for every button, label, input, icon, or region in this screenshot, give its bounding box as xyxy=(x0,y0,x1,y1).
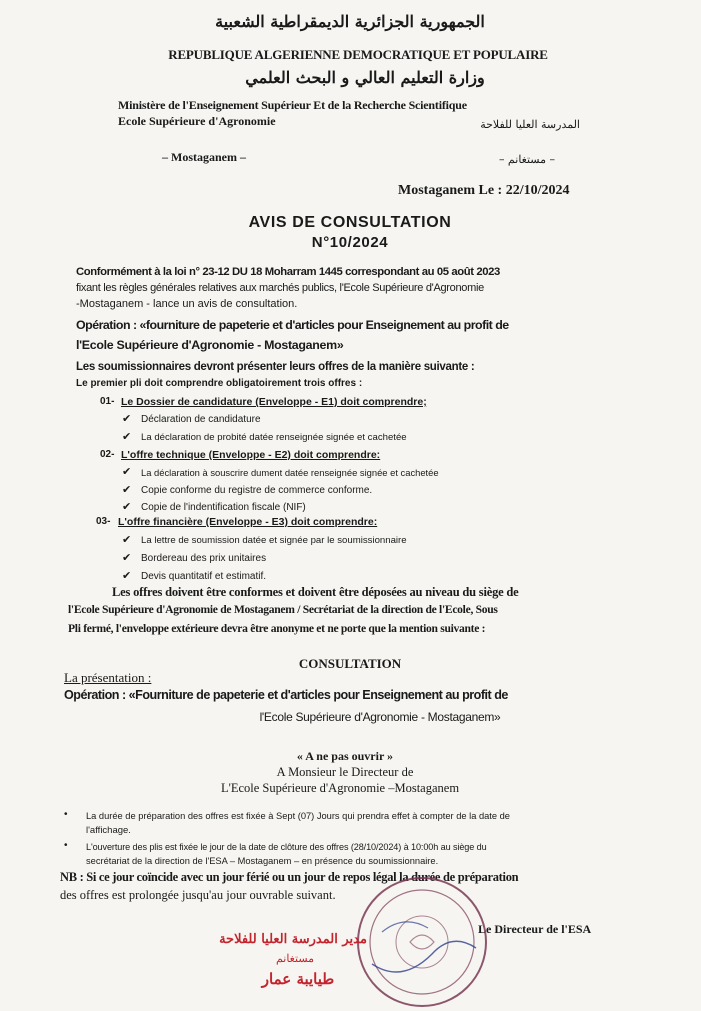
document-title: AVIS DE CONSULTATION xyxy=(248,214,452,231)
note-line: L'ouverture des plis est fixée le jour de la date de clôture des offres (28/10/2024) à 10:00h au siège du xyxy=(86,842,487,852)
section-number: 02- xyxy=(100,449,115,460)
signature-title: Le Directeur de l'ESA xyxy=(478,922,592,936)
list-item: Copie conforme du registre de commerce conforme. xyxy=(141,485,373,496)
list-item: La lettre de soumission datée et signée par le soumissionnaire xyxy=(141,535,407,546)
document-date: Mostaganem Le : 22/10/2024 xyxy=(398,183,570,198)
bullet-icon: • xyxy=(64,840,68,851)
intro-line-3: -Mostaganem - lance un avis de consultation. xyxy=(76,298,298,310)
nb-line-1: NB : Si ce jour coïncide avec un jour férié ou un jour de repos légal la durée de préparation xyxy=(60,870,519,884)
intro-line-1: Conformément à la loi n° 23-12 DU 18 Moharram 1445 correspondant au 05 août 2023 xyxy=(76,266,500,278)
consultation-heading: CONSULTATION xyxy=(298,656,402,671)
stamp-line-1: مدير المدرسة العليا للفلاحة xyxy=(219,932,367,947)
stamp-line-2: مستغانم xyxy=(275,952,315,965)
checkmark-icon: ✔ xyxy=(122,430,132,443)
section-heading: L'offre financière (Enveloppe - E3) doit comprendre: xyxy=(118,516,378,528)
checkmark-icon: ✔ xyxy=(122,533,132,546)
list-item: La déclaration à souscrire dument datée renseignée signée et cachetée xyxy=(141,467,439,478)
note-line: secrétariat de la direction de l'ESA – Mostaganem – en présence du soumissionnaire. xyxy=(86,856,439,866)
do-not-open-mention: « A ne pas ouvrir » xyxy=(296,749,394,763)
note-line: l'affichage. xyxy=(86,825,131,836)
french-ministry: Ministère de l'Enseignement Supérieur Et de la Recherche Scientifique xyxy=(118,98,467,112)
section-heading: Le Dossier de candidature (Enveloppe - E1) doit comprendre; xyxy=(121,396,427,408)
addressee-line-2: L'Ecole Supérieure d'Agronomie –Mostaganem xyxy=(220,781,460,795)
nb-line-2: des offres est prolongée jusqu'au jour ouvrable suivant. xyxy=(60,888,336,902)
operation-line-2: l'Ecole Supérieure d'Agronomie - Mostaganem» xyxy=(76,338,344,352)
operation2-line-1: Opération : «Fourniture de papeterie et d'articles pour Enseignement au profit de xyxy=(64,688,508,702)
section-number: 01- xyxy=(100,396,115,407)
operation2-line-2: l'Ecole Supérieure d'Agronomie - Mostaganem» xyxy=(259,710,501,724)
intro-line-2: fixant les règles générales relatives aux marchés publics, l'Ecole Supérieure d'Agronomie xyxy=(76,282,484,294)
french-city: – Mostaganem – xyxy=(162,150,246,164)
list-item: Déclaration de candidature xyxy=(141,414,261,425)
checkmark-icon: ✔ xyxy=(122,569,132,582)
list-item: Copie de l'indentification fiscale (NIF) xyxy=(141,502,306,513)
checkmark-icon: ✔ xyxy=(122,500,132,513)
addressee-line-1: A Monsieur le Directeur de xyxy=(276,765,414,779)
stamp-line-3: طيايبة عمار xyxy=(261,970,335,988)
arabic-republic-title: الجمهورية الجزائرية الديمقراطية الشعبية xyxy=(215,12,485,31)
list-item: Bordereau des prix unitaires xyxy=(141,553,267,564)
deposit-line-3: Pli fermé, l'enveloppe extérieure devra être anonyme et ne porte que la mention suivante : xyxy=(68,622,486,635)
operation-line-1: Opération : «fourniture de papeterie et d'articles pour Enseignement au profit de xyxy=(76,318,509,332)
checkmark-icon: ✔ xyxy=(122,465,132,478)
submission-line-2: Le premier pli doit comprendre obligatoirement trois offres : xyxy=(76,378,363,389)
deposit-line-2: l'Ecole Supérieure d'Agronomie de Mostaganem / Secrétariat de la direction de l'Ecole, Sous xyxy=(68,603,498,616)
arabic-ministry: وزارة التعليم العالي و البحث العلمي xyxy=(245,68,485,87)
submission-line-1: Les soumissionnaires devront présenter leurs offres de la manière suivante : xyxy=(76,361,475,373)
presentation-label: La présentation : xyxy=(64,670,152,685)
checkmark-icon: ✔ xyxy=(122,483,132,496)
official-seal-icon xyxy=(352,872,492,1011)
arabic-school-name: المدرسة العليا للفلاحة xyxy=(480,118,580,131)
list-item: La déclaration de probité datée renseignée signée et cachetée xyxy=(141,432,407,443)
deposit-line-1: Les offres doivent être conformes et doivent être déposées au niveau du siège de xyxy=(112,585,519,599)
french-school-name: Ecole Supérieure d'Agronomie xyxy=(118,114,276,128)
note-line: La durée de préparation des offres est fixée à Sept (07) Jours qui prendra effet à compter de la date de xyxy=(86,811,510,821)
checkmark-icon: ✔ xyxy=(122,412,132,425)
bullet-icon: • xyxy=(64,809,68,820)
french-republic-title: REPUBLIQUE ALGERIENNE DEMOCRATIQUE ET POPULAIRE xyxy=(168,47,548,62)
document-number: N°10/2024 xyxy=(311,234,389,251)
list-item: Devis quantitatif et estimatif. xyxy=(141,571,267,582)
section-number: 03- xyxy=(96,516,111,527)
checkmark-icon: ✔ xyxy=(122,551,132,564)
arabic-city: – مستغانم – xyxy=(498,153,555,166)
section-heading: L'offre technique (Enveloppe - E2) doit comprendre: xyxy=(121,449,381,461)
